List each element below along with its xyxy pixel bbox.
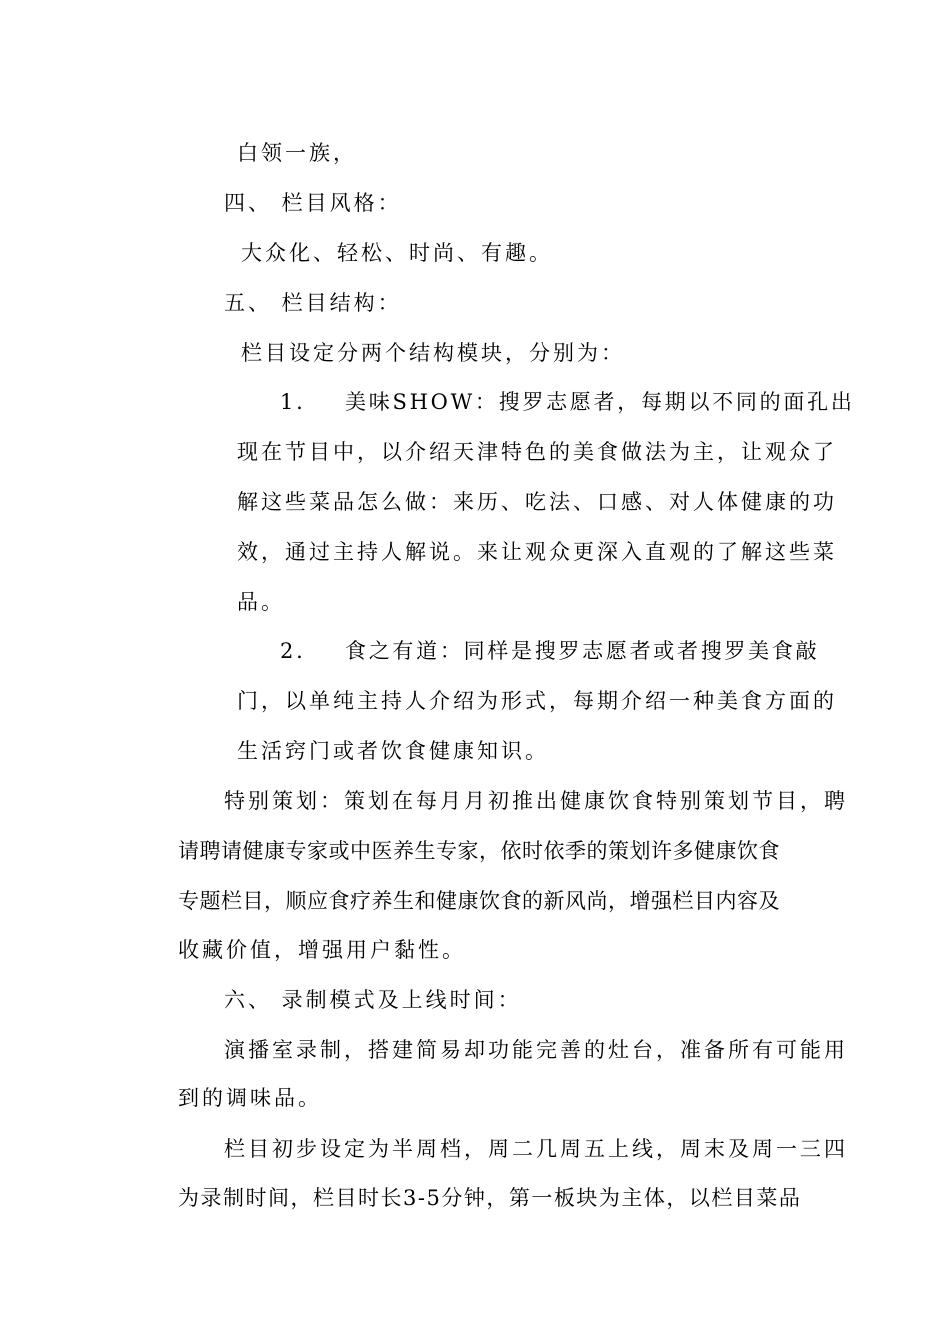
text-line: 效，通过主持人解说。来让观众更深入直观的了解这些菜 xyxy=(237,540,837,564)
text-line: 演播室录制，搭建简易却功能完善的灶台，准备所有可能用 xyxy=(224,1038,848,1062)
text-line: 栏目设定分两个结构模块，分别为： xyxy=(241,341,625,365)
section-heading: 六、 录制模式及上线时间： xyxy=(224,988,522,1012)
text-line: 生活窍门或者饮食健康知识。 xyxy=(237,739,549,763)
text-line: 门，以单纯主持人介绍为形式，每期介绍一种美食方面的 xyxy=(237,689,837,713)
section-heading: 五、 栏目结构： xyxy=(224,291,402,315)
text-line: 大众化、轻松、时尚、有趣。 xyxy=(241,241,553,265)
text-line: 为录制时间，栏目时长3-5分钟，第一板块为主体，以栏目菜品 xyxy=(178,1186,802,1210)
text-line: 到的调味品。 xyxy=(178,1086,322,1110)
text-line: 专题栏目，顺应食疗养生和健康饮食的新风尚，增强栏目内容及 xyxy=(178,889,780,913)
text-line: 收藏价值，增强用户黏性。 xyxy=(178,938,466,962)
list-item-number: 1. xyxy=(280,390,306,414)
list-item-text: 食之有道：同样是搜罗志愿者或者搜罗美食敲 xyxy=(345,639,820,663)
text-line: 白领一族， xyxy=(237,141,357,165)
section-heading: 四、 栏目风格： xyxy=(224,191,402,215)
text-line: 现在节目中，以介绍天津特色的美食做法为主，让观众了 xyxy=(237,440,837,464)
text-line: 解这些菜品怎么做：来历、吃法、口感、对人体健康的功 xyxy=(237,490,837,514)
list-item-number: 2. xyxy=(280,639,306,663)
text-line: 请聘请健康专家或中医养生专家，依时依季的策划许多健康饮食 xyxy=(178,839,780,863)
text-line: 栏目初步设定为半周档，周二几周五上线，周末及周一三四 xyxy=(224,1137,848,1161)
text-line: 特别策划：策划在每月月初推出健康饮食特别策划节目，聘 xyxy=(224,789,848,813)
text-line: 品。 xyxy=(237,590,285,614)
list-item-text: 美味SHOW：搜罗志愿者，每期以不同的面孔出 xyxy=(345,390,855,414)
